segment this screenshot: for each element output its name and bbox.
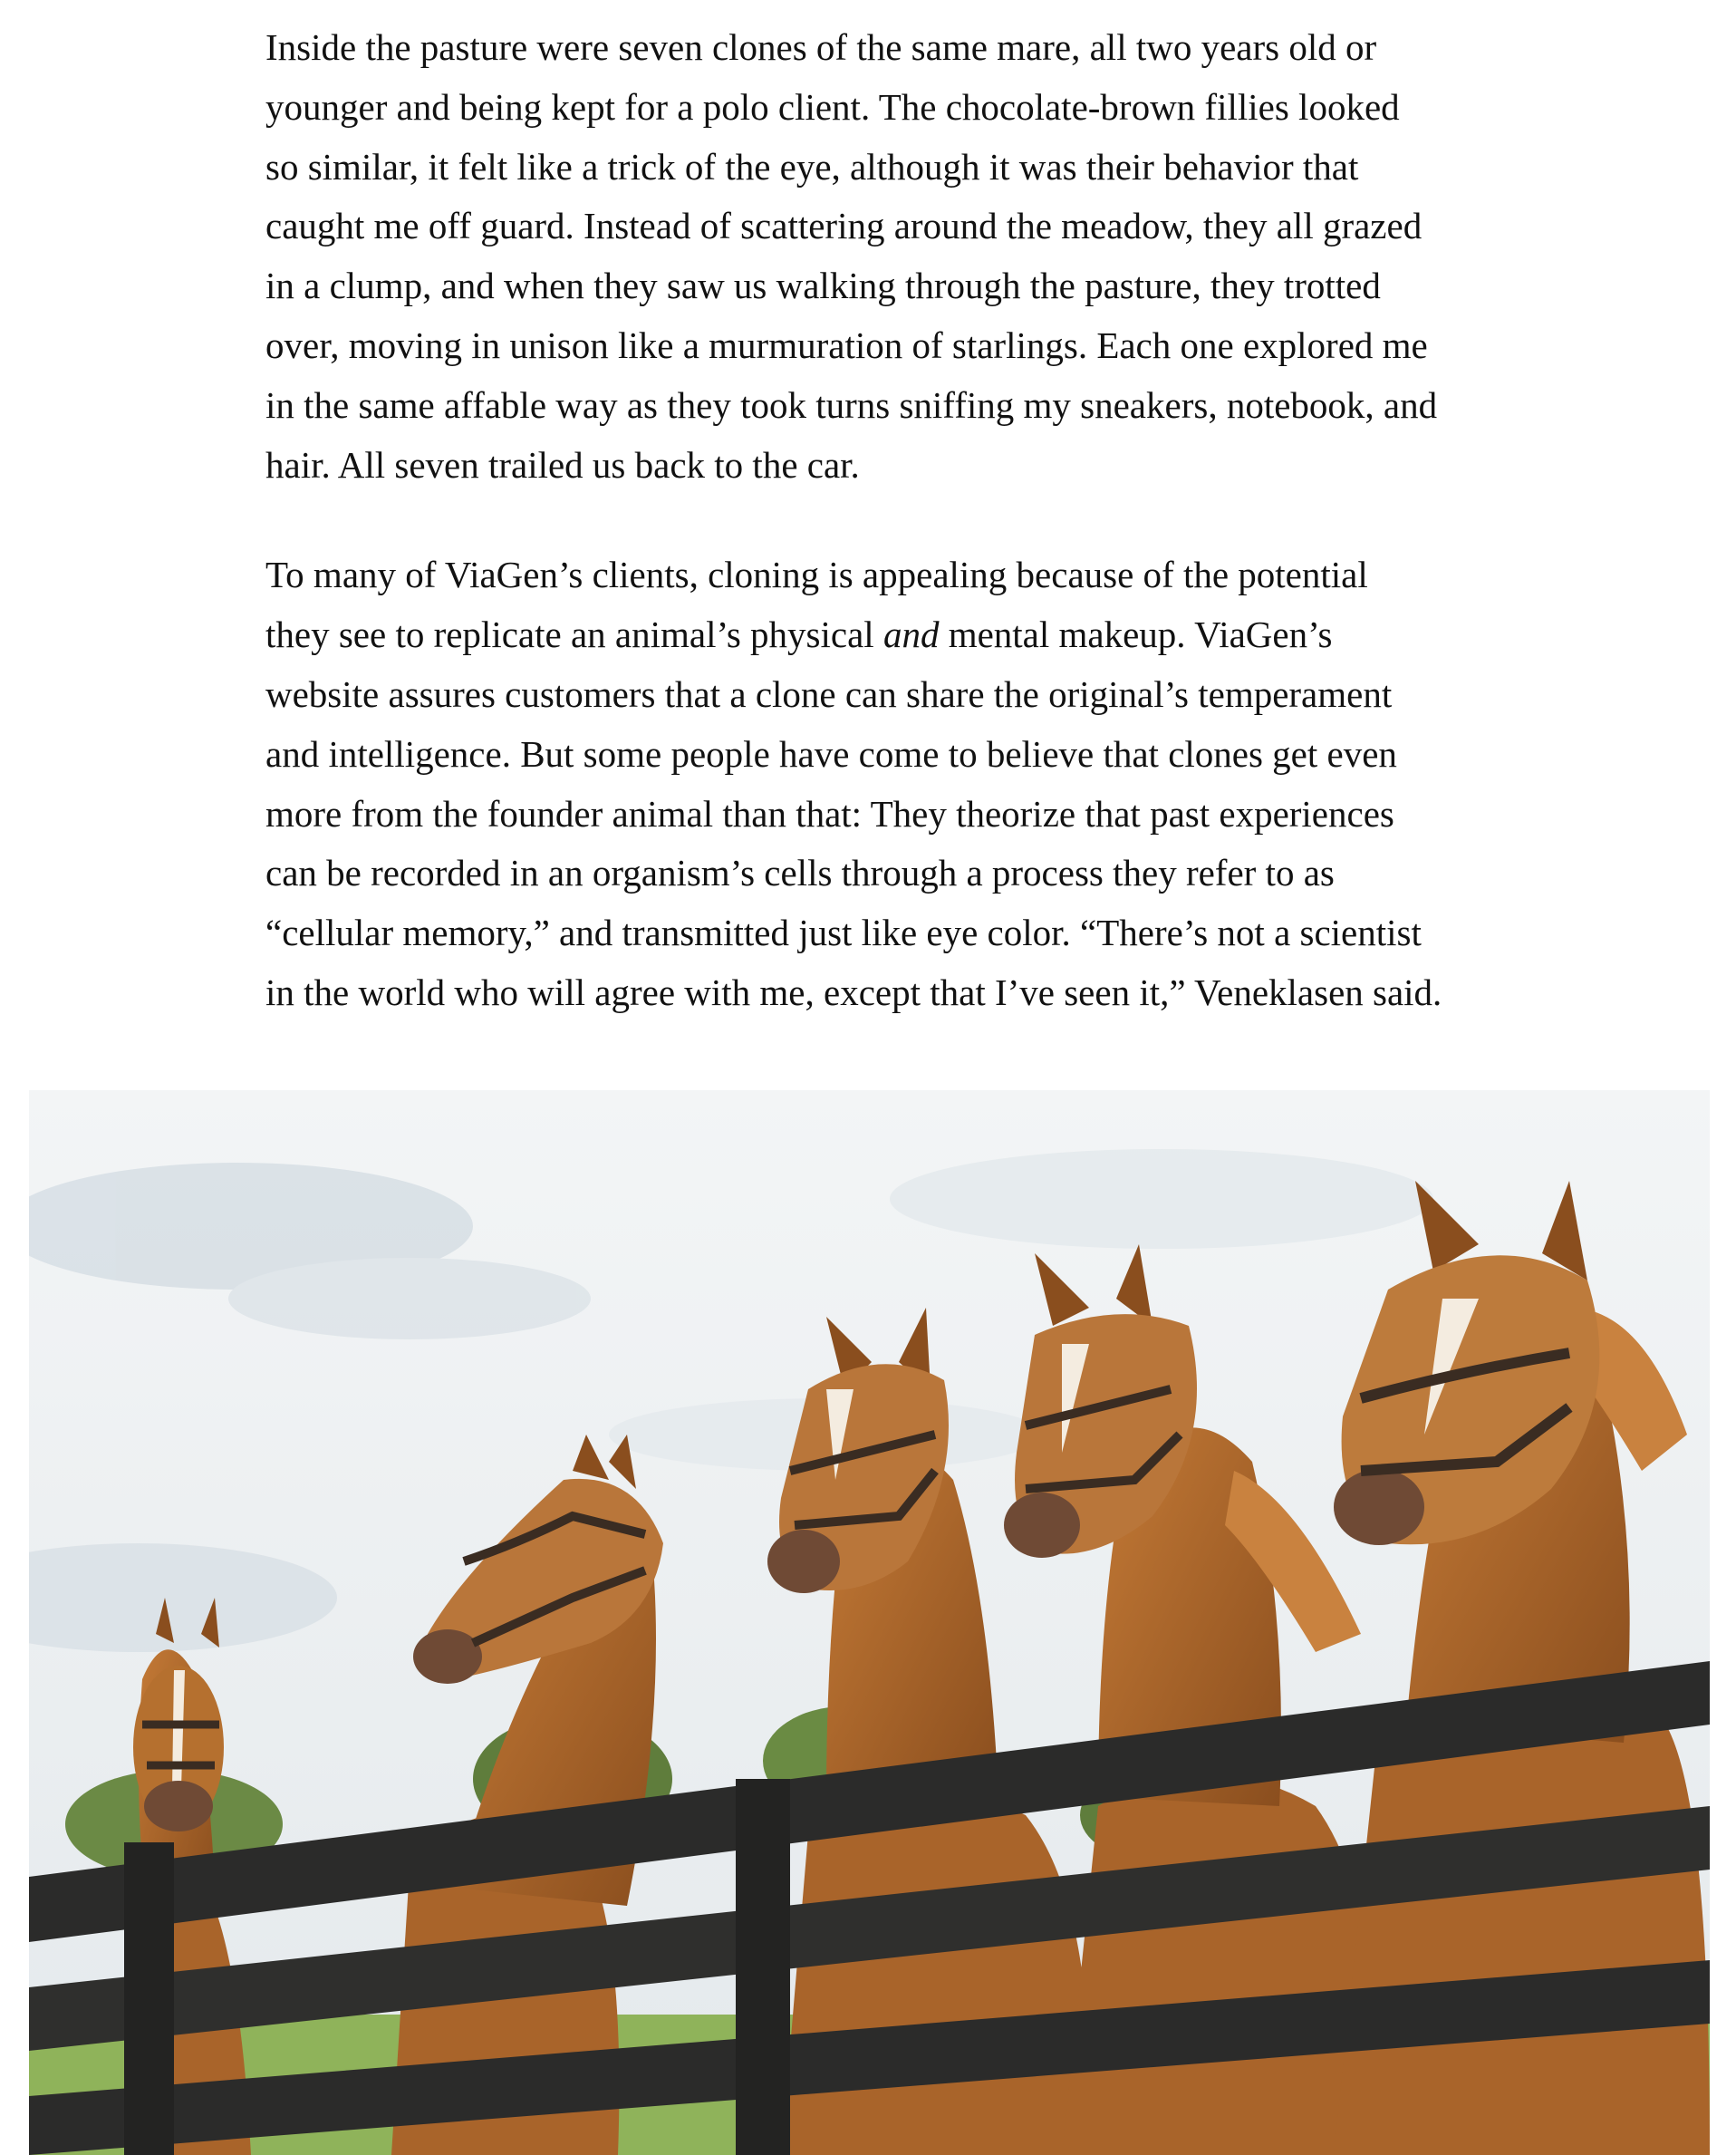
- text-line: Inside the pasture were seven clones of the same mare, all two years old or: [265, 26, 1377, 68]
- text-line: To many of ViaGen’s clients, cloning is appealing because of the potential: [265, 554, 1368, 596]
- text-line: in the world who will agree with me, except that I’ve seen it,” Veneklasen said.: [265, 971, 1442, 1013]
- text-line: can be recorded in an organism’s cells through a process they refer to as: [265, 852, 1335, 894]
- text-run: they see to replicate an animal’s physical: [265, 614, 883, 656]
- paragraph-2: [265, 546, 1480, 1022]
- fence-post-center: [736, 1779, 790, 2155]
- text-line: caught me off guard. Instead of scattering around the meadow, they all grazed: [265, 205, 1423, 247]
- text-line: in the same affable way as they took turns sniffing my sneakers, notebook, and: [265, 383, 1438, 426]
- text-line: in a clump, and when they saw us walking through the pasture, they trotted: [265, 265, 1381, 307]
- text-line: [265, 605, 1480, 665]
- horses-illustration: [29, 1090, 1710, 2155]
- text-line: over, moving in unison like a murmuration of starlings. Each one explored me: [265, 324, 1428, 366]
- paragraph-1: [265, 18, 1480, 495]
- fence-post-left: [124, 1842, 174, 2155]
- horses-photo: [29, 1090, 1710, 2155]
- article-body: [265, 18, 1480, 1023]
- text-line: more from the founder animal than that: They theorize that past experiences: [265, 792, 1394, 835]
- text-run: mental makeup. ViaGen’s: [939, 614, 1333, 656]
- text-line: and intelligence. But some people have come to believe that clones get even: [265, 732, 1397, 775]
- text-line: website assures customers that a clone can share the original’s temperament: [265, 672, 1393, 715]
- text-line: hair. All seven trailed us back to the car.: [265, 443, 860, 486]
- emphasis-and: and: [882, 614, 940, 656]
- text-line: “cellular memory,” and transmitted just like eye color. “There’s not a scientist: [265, 912, 1422, 954]
- text-line: so similar, it felt like a trick of the eye, although it was their behavior that: [265, 145, 1359, 188]
- text-line: younger and being kept for a polo client. The chocolate-brown fillies looked: [265, 85, 1400, 128]
